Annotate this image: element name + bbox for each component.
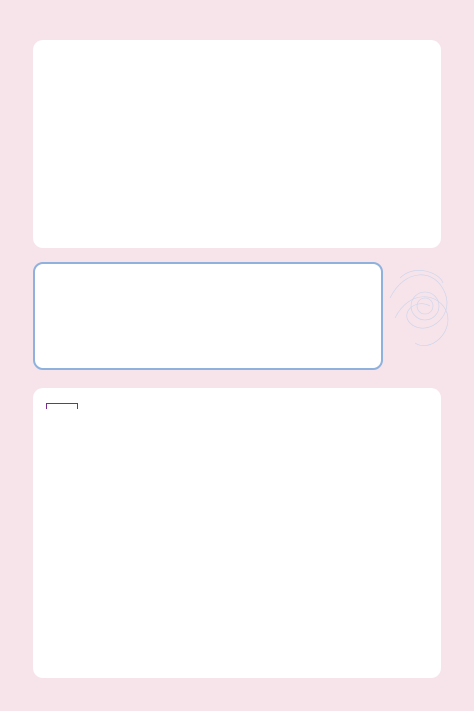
- exercise-4-card: [33, 40, 441, 248]
- remember-box: [33, 262, 383, 370]
- page-footer: [450, 690, 462, 700]
- exercise-5-header: [42, 398, 434, 411]
- piano-keyboard: [231, 278, 351, 368]
- exercise-5-card: [33, 388, 441, 678]
- decorative-swirl: [385, 258, 455, 368]
- bracket-symbol: [46, 403, 78, 409]
- exercise-4-header: [42, 50, 434, 63]
